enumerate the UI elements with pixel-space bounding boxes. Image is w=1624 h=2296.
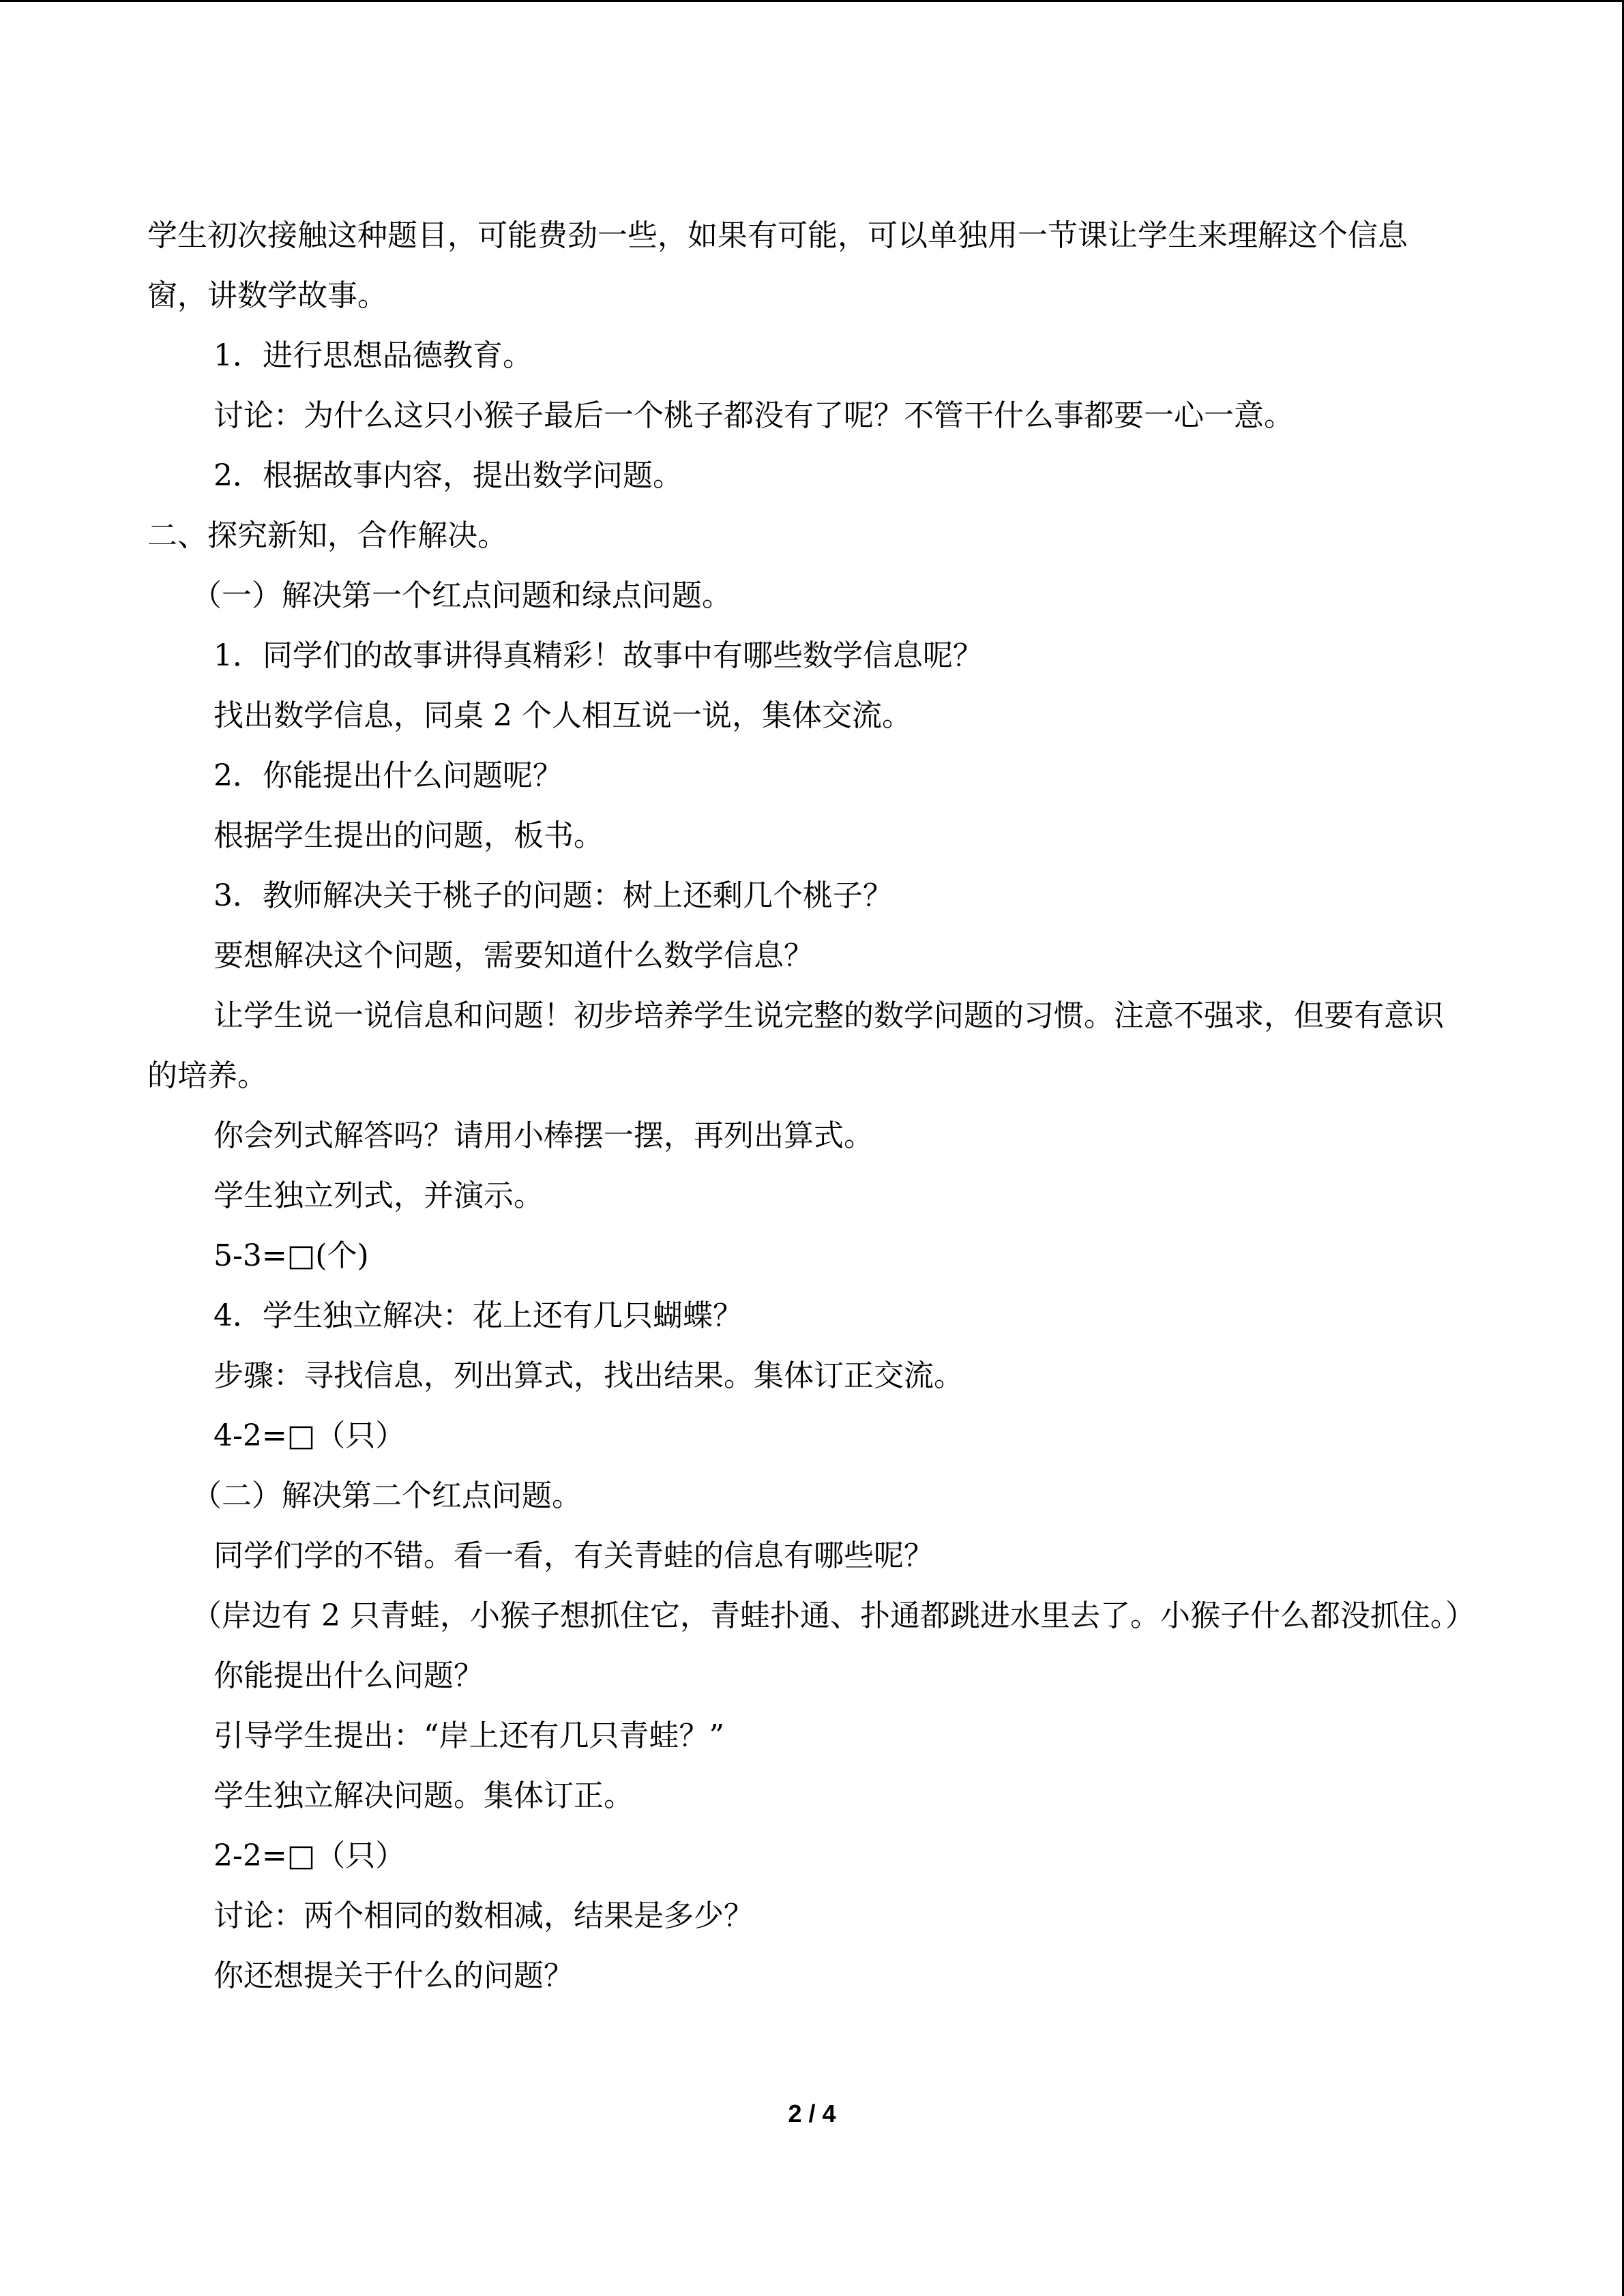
paragraph: 学生独立解决问题。集体订正。 <box>213 1778 634 1813</box>
paragraph: 3．教师解决关于桃子的问题：树上还剩几个桃子？ <box>213 878 893 913</box>
paragraph: 根据学生提出的问题，板书。 <box>213 818 604 853</box>
subsection-heading: （一）解决第一个红点问题和绿点问题。 <box>192 578 732 613</box>
subsection-heading: （二）解决第二个红点问题。 <box>192 1478 582 1513</box>
paragraph: 讨论：两个相同的数相减，结果是多少？ <box>213 1898 754 1933</box>
paragraph: 步骤：寻找信息，列出算式，找出结果。集体订正交流。 <box>213 1358 964 1393</box>
paragraph: 你还想提关于什么的问题？ <box>213 1958 574 1993</box>
equation: 2-2=□（只） <box>213 1838 406 1873</box>
section-heading: 二、探究新知，合作解决。 <box>147 518 507 553</box>
paragraph: 学生独立列式，并演示。 <box>213 1178 544 1213</box>
paragraph: （岸边有 2 只青蛙，小猴子想抓住它，青蛙扑通、扑通都跳进水里去了。小猴子什么都没抓住。） <box>192 1598 1475 1633</box>
paragraph: 1．同学们的故事讲得真精彩！故事中有哪些数学信息呢？ <box>213 638 983 673</box>
paragraph: 引导学生提出：“岸上还有几只青蛙？” <box>213 1718 724 1753</box>
paragraph: 要想解决这个问题，需要知道什么数学信息？ <box>213 938 814 973</box>
paragraph: 讨论：为什么这只小猴子最后一个桃子都没有了呢？不管干什么事都要一心一意。 <box>213 398 1294 433</box>
paragraph: 让学生说一说信息和问题！初步培养学生说完整的数学问题的习惯。注意不强求，但要有意识的培养。 <box>147 998 1444 1093</box>
paragraph: 你会列式解答吗？请用小棒摆一摆，再列出算式。 <box>213 1118 874 1153</box>
paragraph: 你能提出什么问题？ <box>213 1658 484 1693</box>
paragraph: 同学们学的不错。看一看，有关青蛙的信息有哪些呢？ <box>213 1538 934 1573</box>
paragraph: 2．根据故事内容，提出数学问题。 <box>213 458 683 493</box>
page-border-top <box>0 0 1624 2</box>
equation: 4-2=□（只） <box>213 1418 406 1453</box>
paragraph: 学生初次接触这种题目，可能费劲一些，如果有可能，可以单独用一节课让学生来理解这个信息窗，讲数学故事。 <box>147 218 1408 313</box>
equation: 5-3=□(个) <box>213 1238 369 1273</box>
document-body <box>147 206 1475 2006</box>
paragraph: 4．学生独立解决：花上还有几只蝴蝶？ <box>213 1298 743 1333</box>
paragraph: 找出数学信息，同桌 2 个人相互说一说，集体交流。 <box>213 698 912 733</box>
paragraph: 2．你能提出什么问题呢？ <box>213 758 563 793</box>
page-number: 2 / 4 <box>788 2100 836 2128</box>
paragraph: 1．进行思想品德教育。 <box>213 338 533 373</box>
